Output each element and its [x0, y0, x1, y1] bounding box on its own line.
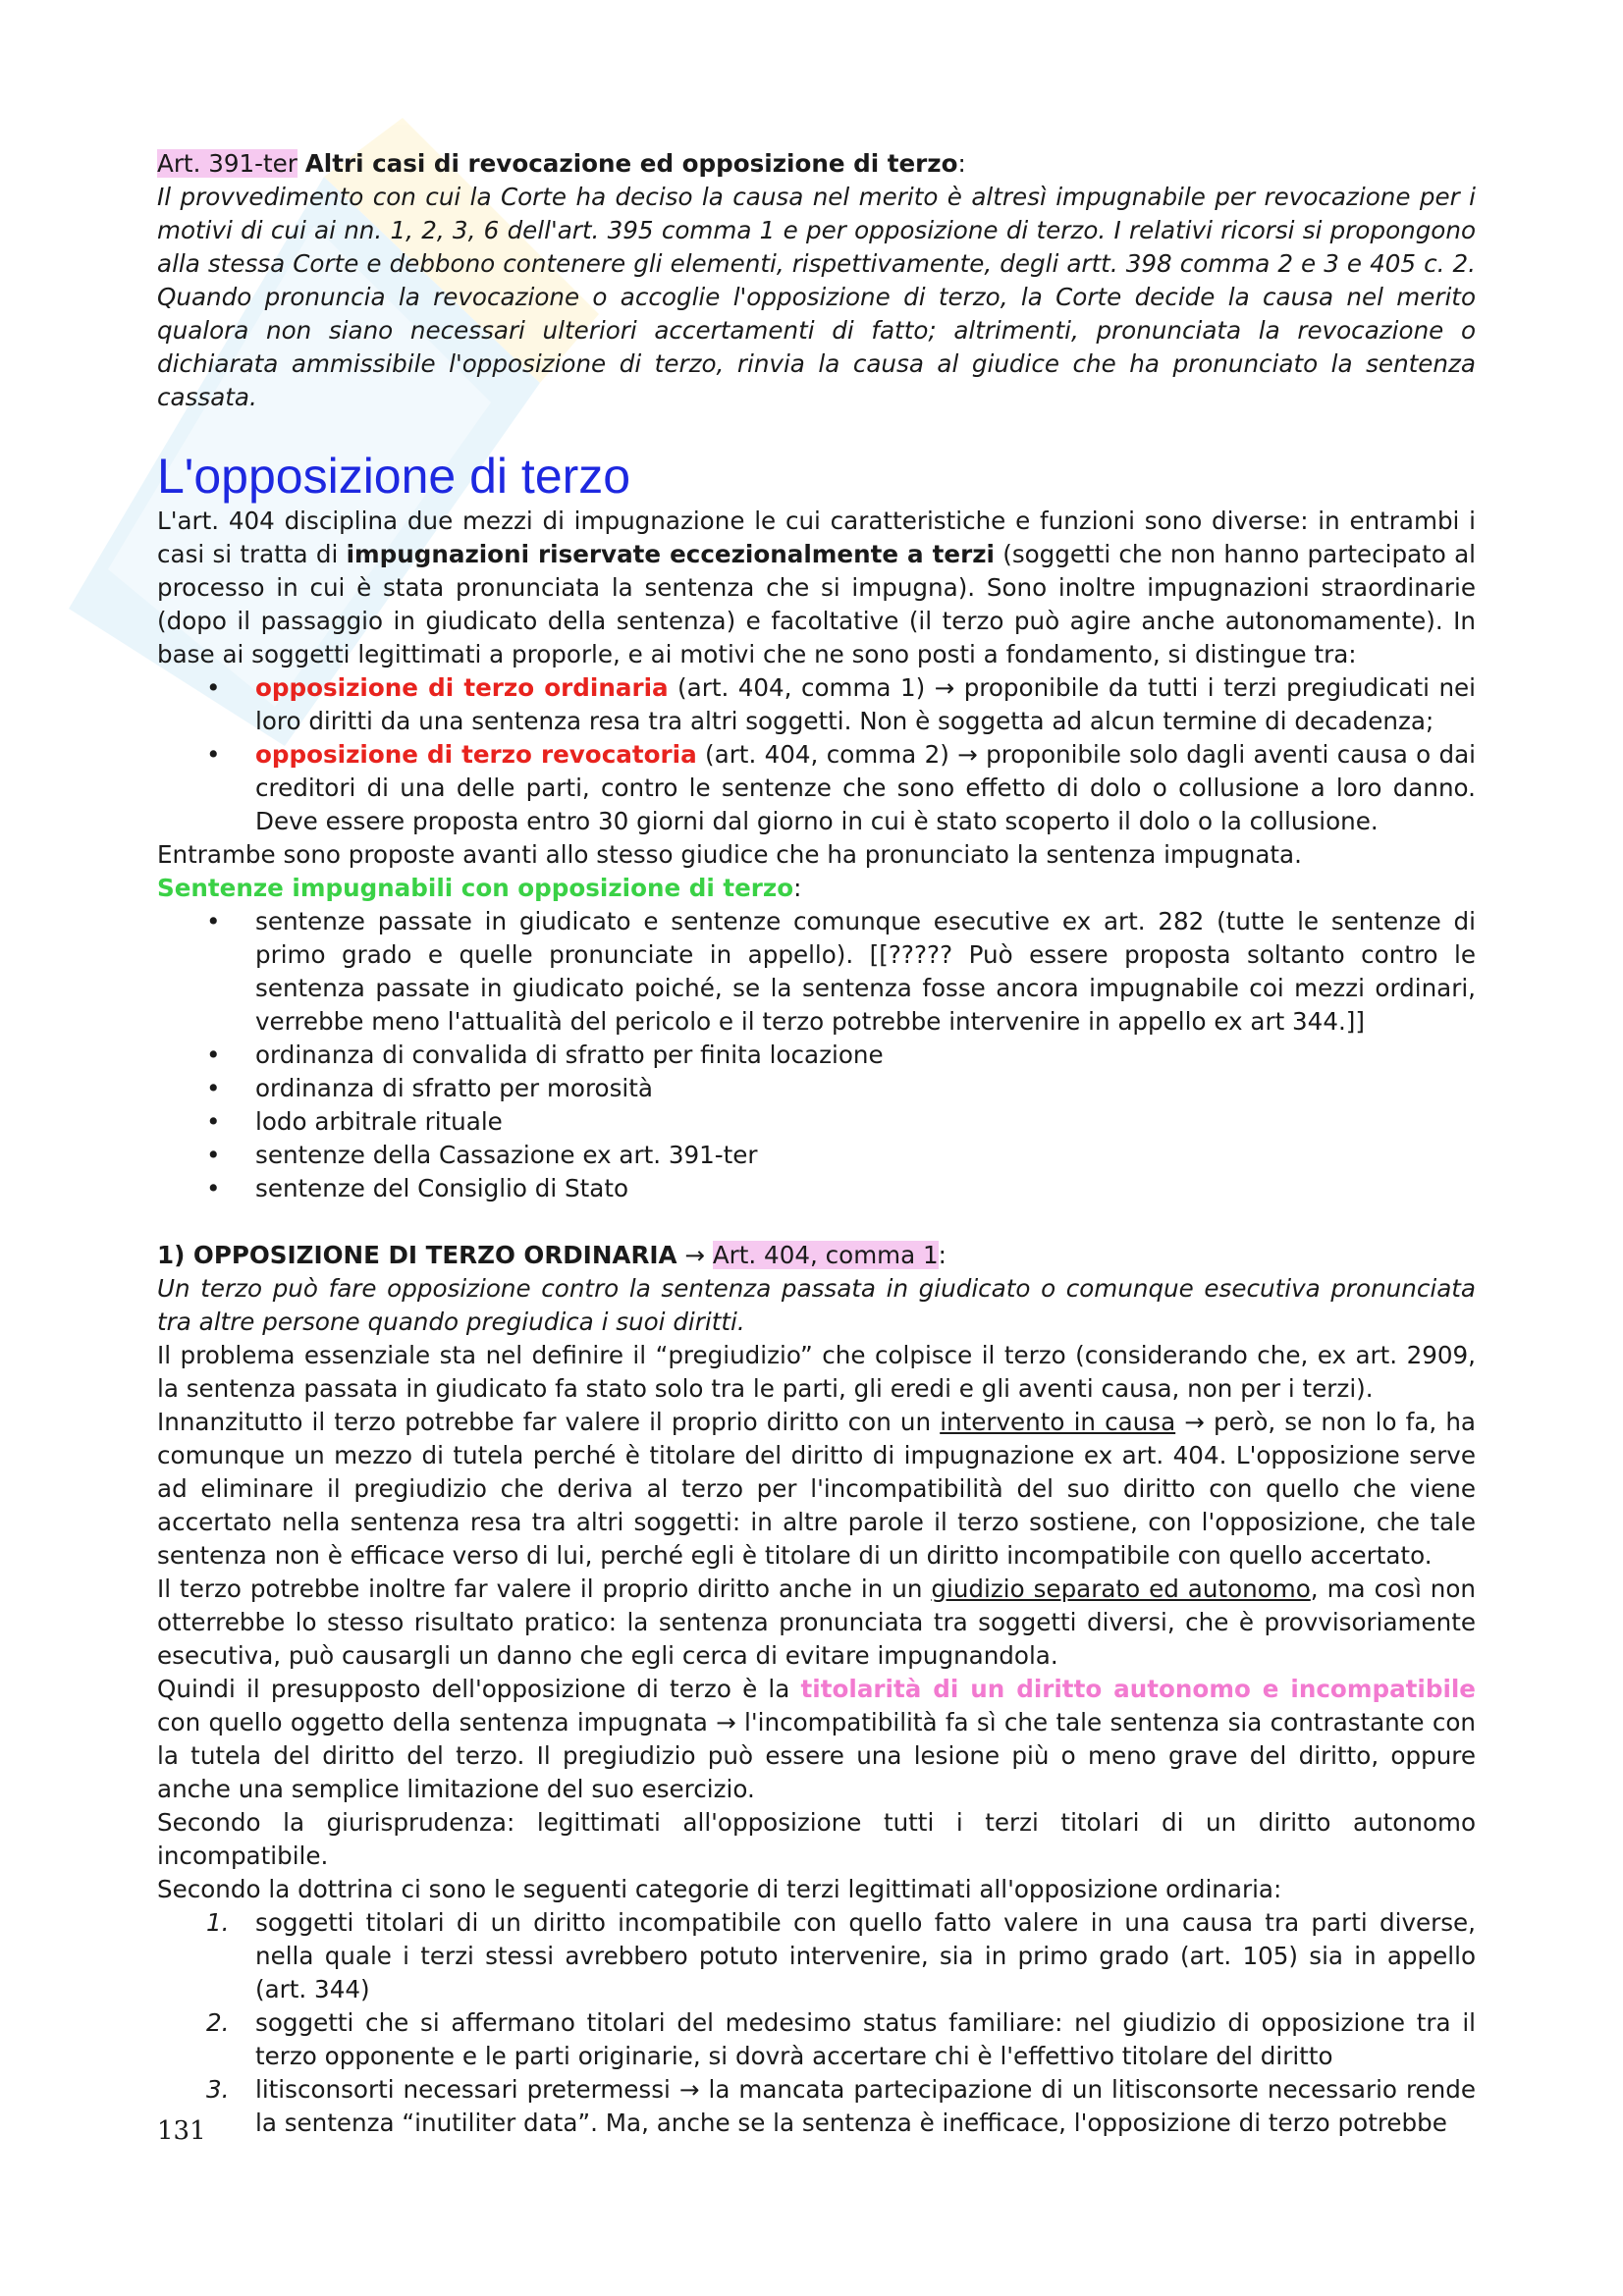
p2-text-b: → però, se non lo fa, ha comunque un mezzo di tutela perché è titolare del diritto di impugnazione ex art. 404. L'opposizione serve ad eliminare il pregiudizio che deriva al terzo per l'incompatibilità del suo diritto con quello che viene accertato nella sentenza resa tra altri soggetti: in altre parole il terzo sostiene, con l'opposizione, che tale sentenza non è efficace verso di lui, perché egli è titolare di un diritto incompatibile con quello accertato.: [157, 1408, 1476, 1570]
impugnabili-colon: :: [793, 874, 802, 902]
list-item: [157, 2006, 1476, 2073]
both-paragraph: Entrambe sono proposte avanti allo stesso giudice che ha pronunciato la sentenza impugnata.: [157, 840, 1302, 869]
p3-text-b: , ma così non otterrebbe lo stesso risultato pratico: la sentenza pronunciata tra soggetti diversi, che è provvisoriamente esecutiva, può causargli un danno che egli cerca di evitare impugnandola.: [157, 1575, 1476, 1670]
intro-text-a: L'art. 404 disciplina due mezzi di impugnazione le cui caratteristiche e funzioni sono diverse: in entrambi i casi si tratta di: [157, 507, 1476, 568]
section1-ref: Art. 404, comma 1: [712, 1241, 939, 1269]
list-item: [157, 671, 1476, 738]
list-item: • ordinanza di convalida di sfratto per finita locazione: [157, 1039, 1476, 1072]
list-text: soggetti che si affermano titolari del medesimo status familiare: nel giudizio di opposizione tra il terzo opponente e le parti originarie, si dovrà accertare chi è l'effettivo titolare del diritto: [255, 2008, 1476, 2070]
section1-p3: [157, 1573, 1476, 1673]
opposition-types-list: [157, 671, 1476, 838]
art-391ter-ref: Art. 391-ter: [157, 149, 298, 178]
art-391ter-title: Altri casi di revocazione ed opposizione di terzo: [304, 149, 958, 178]
list-item: [157, 738, 1476, 838]
section1-p4: [157, 1673, 1476, 1806]
section-heading: L'opposizione di terzo: [157, 449, 631, 504]
list-text: litisconsorti necessari pretermessi → la mancata partecipazione di un litisconsorte necessario rende la sentenza “inutiliter data”. Ma, anche se la sentenza è inefficace, l'opposizione di terzo potrebbe: [255, 2075, 1476, 2137]
p3-text-a: Il terzo potrebbe inoltre far valere il proprio diritto anche in un: [157, 1575, 932, 1603]
section1-p5: Secondo la giurisprudenza: legittimati all'opposizione tutti i terzi titolari di un diritto autonomo incompatibile.: [157, 1808, 1476, 1870]
categories-list: [157, 1906, 1476, 2140]
list-item: • sentenze del Consiglio di Stato: [157, 1172, 1476, 1205]
list-item: • lodo arbitrale rituale: [157, 1105, 1476, 1139]
section1-p1: Il problema essenziale sta nel definire il “pregiudizio” che colpisce il terzo (considerando che, ex art. 2909, la sentenza passata in giudicato fa stato solo tra le parti, gli eredi e gli aventi causa, non per i terzi).: [157, 1341, 1476, 1403]
type-text: (art. 404, comma 2) → proponibile solo dagli aventi causa o dai creditori di una delle parti, contro le sentenze che sono effetto di dolo o collusione a loro danno. Deve essere proposta entro 30 giorni dal giorno in cui è stato scoperto il dolo o la collusione.: [255, 740, 1476, 835]
section1-p2: [157, 1406, 1476, 1573]
p2-text-a: Innanzitutto il terzo potrebbe far valere il proprio diritto con un: [157, 1408, 941, 1436]
list-item: [157, 1906, 1476, 2006]
list-number: 1.: [206, 1908, 230, 1937]
art-391ter-text: Il provvedimento con cui la Corte ha deciso la causa nel merito è altresì impugnabile per revocazione per i motivi di cui ai nn. 1, 2, 3, 6 dell'art. 395 comma 1 e per opposizione di terzo. I relativi ricorsi si propongono alla stessa Corte e debbono contenere gli elementi, rispettivamente, degli artt. 398 comma 2 e 3 e 405 c. 2. Quando pronuncia la revocazione o accoglie l'opposizione di terzo, la Corte decide la causa nel merito qualora non siano necessari ulteriori accertamenti di fatto; altrimenti, pronunciata la revocazione o dichiarata ammissibile l'opposizione di terzo, rinvia la causa al giudice che ha pronunciato la sentenza cassata.: [157, 183, 1476, 411]
art-391ter-heading-line: Art. 391-ter Altri casi di revocazione ed opposizione di terzo:: [157, 149, 966, 178]
intro-text-b: (soggetti che non hanno partecipato al processo in cui è stata pronunciata la sentenza che si impugna). Sono inoltre impugnazioni straordinarie (dopo il passaggio in giudicato della sentenza) e facoltative (il terzo può agire anche autonomamente). In base ai soggetti legittimati a proporle, e ai motivi che ne sono posti a fondamento, si distingue tra:: [157, 540, 1476, 668]
list-number: 3.: [206, 2075, 230, 2104]
type-label: opposizione di terzo revocatoria: [255, 740, 697, 769]
p4-text-b: con quello oggetto della sentenza impugnata → l'incompatibilità fa sì che tale sentenza sia contrastante con la tutela del diritto del terzo. Il pregiudizio può essere una lesione più o meno grave del diritto, oppure anche una semplice limitazione del suo esercizio.: [157, 1708, 1476, 1803]
section1-quote: Un terzo può fare opposizione contro la sentenza passata in giudicato o comunque esecutiva pronunciata tra altre persone quando pregiudica i suoi diritti.: [157, 1274, 1476, 1336]
list-item: [157, 2073, 1476, 2140]
list-item: • sentenze passate in giudicato e sentenze comunque esecutive ex art. 282 (tutte le sentenze di primo grado e quelle pronunciate in appello). [[????? Può essere proposta soltanto contro le sentenza passate in giudicato poiché, se la sentenza fosse ancora impugnabile coi mezzi ordinari, verrebbe meno l'attualità del pericolo e il terzo potrebbe intervenire in appello ex art 344.]]: [157, 905, 1476, 1039]
impugnabili-list: [157, 905, 1476, 1205]
p4-highlight: titolarità di un diritto autonomo e incompatibile: [800, 1675, 1476, 1703]
arrow-glyph: →: [676, 1241, 713, 1269]
impugnabili-title-line: [157, 872, 1476, 905]
intro-paragraph: [157, 505, 1476, 671]
list-item: • ordinanza di sfratto per morosità: [157, 1072, 1476, 1105]
type-text: (art. 404, comma 1) → proponibile da tutti i terzi pregiudicati nei loro diritti da una sentenza resa tra altri soggetti. Non è soggetta ad alcun termine di decadenza;: [255, 673, 1476, 735]
section1-title: 1) OPPOSIZIONE DI TERZO ORDINARIA: [157, 1241, 677, 1269]
section1-p6: Secondo la dottrina ci sono le seguenti categorie di terzi legittimati all'opposizione ordinaria:: [157, 1875, 1282, 1903]
section1-heading-line: [157, 1239, 1476, 1272]
type-label: opposizione di terzo ordinaria: [255, 673, 669, 702]
list-number: 2.: [206, 2008, 230, 2037]
page-number: 131: [157, 2116, 206, 2146]
impugnabili-title: Sentenze impugnabili con opposizione di terzo: [157, 874, 794, 902]
section1-colon: :: [938, 1241, 947, 1269]
p3-underline: giudizio separato ed autonomo: [931, 1575, 1311, 1603]
list-item: • sentenze della Cassazione ex art. 391-ter: [157, 1139, 1476, 1172]
document-page: [157, 147, 1476, 2140]
intro-bold: impugnazioni riservate eccezionalmente a terzi: [346, 540, 995, 568]
list-text: soggetti titolari di un diritto incompatibile con quello fatto valere in una causa tra parti diverse, nella quale i terzi stessi avrebbero potuto intervenire, sia in primo grado (art. 105) sia in appello (art. 344): [255, 1908, 1476, 2003]
p4-text-a: Quindi il presupposto dell'opposizione di terzo è la: [157, 1675, 801, 1703]
p2-underline: intervento in causa: [940, 1408, 1176, 1436]
